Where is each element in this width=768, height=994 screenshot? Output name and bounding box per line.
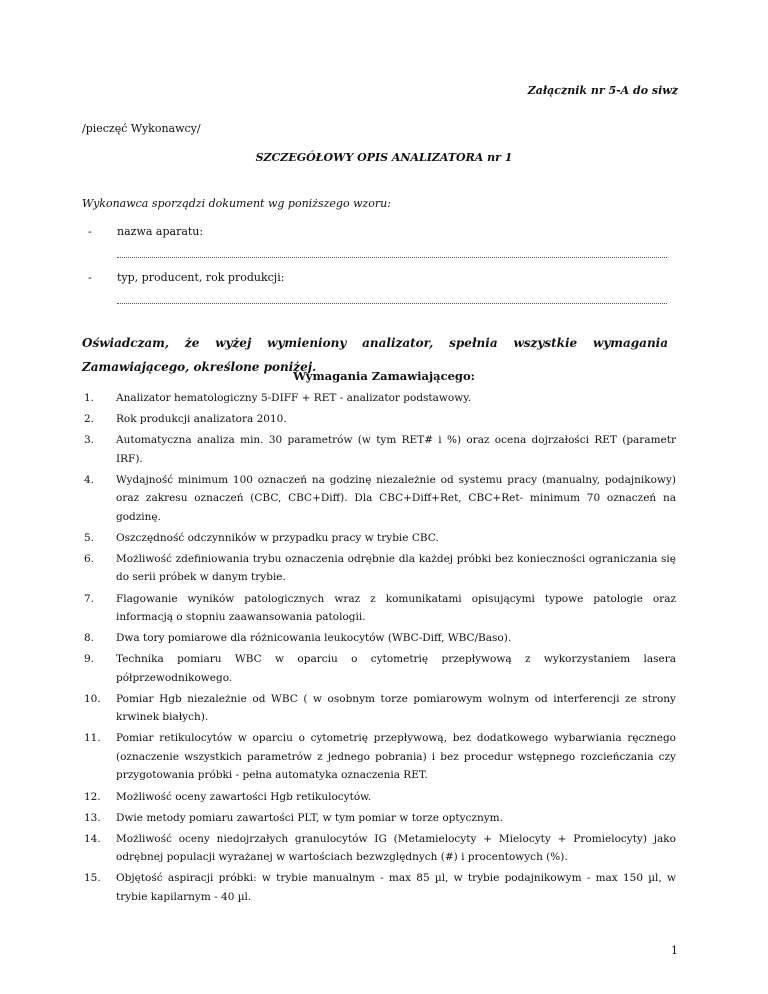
declaration-word: spełnia <box>449 336 498 350</box>
requirement-text: Pomiar retikulocytów w oparciu o cytometrię przepływową, bez dodatkowego wybarwiania ręcznego (oznaczenie wszystkich parametrów z jednego pobrania) i bez procedur wstępnego rozcieńczania czy przygotowania próbki - pełna automatyka oznaczenia RET. <box>116 732 676 782</box>
requirement-text: Rok produkcji analizatora 2010. <box>116 413 287 426</box>
requirement-text: Możliwość oceny niedojrzałych granulocytów IG (Metamielocyty + Mielocyty + Promielocyty) jako odrębnej populacji wyrażanej w wartościach bezwzględnych (#) i procentowych (%). <box>116 832 676 864</box>
requirement-text: Analizator hematologiczny 5-DIFF + RET - analizator podstawowy. <box>116 392 472 404</box>
requirement-text: Pomiar Hgb niezależnie od WBC ( w osobnym torze pomiarowym wolnym od interferencji ze strony krwinek białych). <box>116 692 676 724</box>
requirement-text: Dwa tory pomiarowe dla różnicowania leukocytów (WBC-Diff, WBC/Baso). <box>116 632 512 645</box>
requirement-text: Możliwość oceny zawartości Hgb retikulocytów. <box>116 790 372 803</box>
declaration-word: wymagania <box>593 336 668 350</box>
requirement-number: 6. <box>84 552 95 565</box>
requirement-item <box>82 629 676 648</box>
document-title: SZCZEGÓŁOWY OPIS ANALIZATORA nr 1 <box>255 151 513 164</box>
requirement-number: 8. <box>84 632 95 645</box>
attachment-label: Załącznik nr 5-A do siwz <box>527 84 678 97</box>
declaration-word: Oświadczam, <box>82 336 170 350</box>
requirement-item <box>82 471 676 527</box>
requirement-text: Technika pomiaru WBC w oparciu o cytometrię przepływową z wykorzystaniem lasera półprzewodnikowego. <box>116 653 676 684</box>
requirement-item <box>82 830 676 867</box>
declaration-word: wszystkie <box>513 336 578 350</box>
requirement-item <box>82 410 676 429</box>
requirement-text: Wydajność minimum 100 oznaczeń na godzinę niezależnie od systemu pracy (manualny, podajnikowy) oraz zakresu oznaczeń (CBC, CBC+Diff). Dla CBC+Diff+Ret, CBC+Ret- minimum 70 oznaczeń na godzinę. <box>116 473 676 523</box>
requirement-item <box>82 690 676 727</box>
requirement-text: Oszczędność odczynników w przypadku pracy w trybie CBC. <box>116 531 439 544</box>
requirement-number: 9. <box>84 653 95 666</box>
requirement-item <box>82 431 676 468</box>
page-number: 1 <box>671 944 678 957</box>
requirement-number: 10. <box>84 692 101 705</box>
device-type-label: typ, producent, rok produkcji: <box>117 271 285 284</box>
requirement-number: 1. <box>84 392 95 404</box>
requirement-text: Automatyczna analiza min. 30 parametrów (w tym RET# i %) oraz ocena dojrzałości RET (parametr IRF). <box>116 434 676 465</box>
requirement-text: Możliwość zdefiniowania trybu oznaczenia odrębnie dla każdej próbki bez konieczności ograniczania się do serii próbek w danym trybie. <box>116 552 676 584</box>
declaration-word: wymieniony <box>267 336 347 350</box>
requirement-item <box>82 729 676 785</box>
requirement-number: 15. <box>84 872 101 885</box>
requirement-item <box>82 550 676 587</box>
requirement-item <box>82 788 676 807</box>
device-name-label: nazwa aparatu: <box>117 225 204 238</box>
device-type-input-line[interactable] <box>117 303 667 304</box>
requirement-text: Dwie metody pomiaru zawartości PLT, w tym pomiar w torze optycznym. <box>116 811 503 824</box>
requirement-text: Objętość aspiracji próbki: w trybie manualnym - max 85 µl, w trybie podajnikowym - max 150 µl, w trybie kapilarnym - 40 µl. <box>116 872 676 903</box>
requirement-item <box>82 809 676 828</box>
requirement-item <box>82 869 676 906</box>
requirement-number: 3. <box>84 434 95 447</box>
requirement-item <box>82 389 676 408</box>
requirement-number: 7. <box>84 592 95 605</box>
field-bullet: - <box>88 225 92 238</box>
contractor-stamp-label: /pieczęć Wykonawcy/ <box>82 122 201 135</box>
requirements-list <box>82 389 676 909</box>
requirement-item <box>82 650 676 687</box>
instruction-text: Wykonawca sporządzi dokument wg poniższego wzoru: <box>82 197 391 210</box>
requirement-item <box>82 590 676 627</box>
declaration-word: wyżej <box>215 336 252 350</box>
requirement-number: 14. <box>84 832 101 845</box>
requirement-number: 12. <box>84 790 101 803</box>
requirement-number: 4. <box>84 473 95 486</box>
declaration-line-1 <box>82 331 668 355</box>
requirement-number: 11. <box>84 732 101 745</box>
declaration-word: że <box>184 336 200 350</box>
field-bullet: - <box>88 271 92 284</box>
requirement-item <box>82 529 676 548</box>
requirements-title: Wymagania Zamawiającego: <box>293 369 475 383</box>
declaration-word: analizator, <box>362 336 434 350</box>
device-name-input-line[interactable] <box>117 257 667 258</box>
declaration-line-2: Zamawiającego, określone poniżej. <box>82 360 317 374</box>
requirement-number: 2. <box>84 413 95 426</box>
requirement-number: 5. <box>84 531 95 544</box>
requirement-number: 13. <box>84 811 101 824</box>
requirement-text: Flagowanie wyników patologicznych wraz z komunikatami opisującymi typowe patologie oraz informacją o stopniu zaawansowania patologii. <box>116 592 676 624</box>
